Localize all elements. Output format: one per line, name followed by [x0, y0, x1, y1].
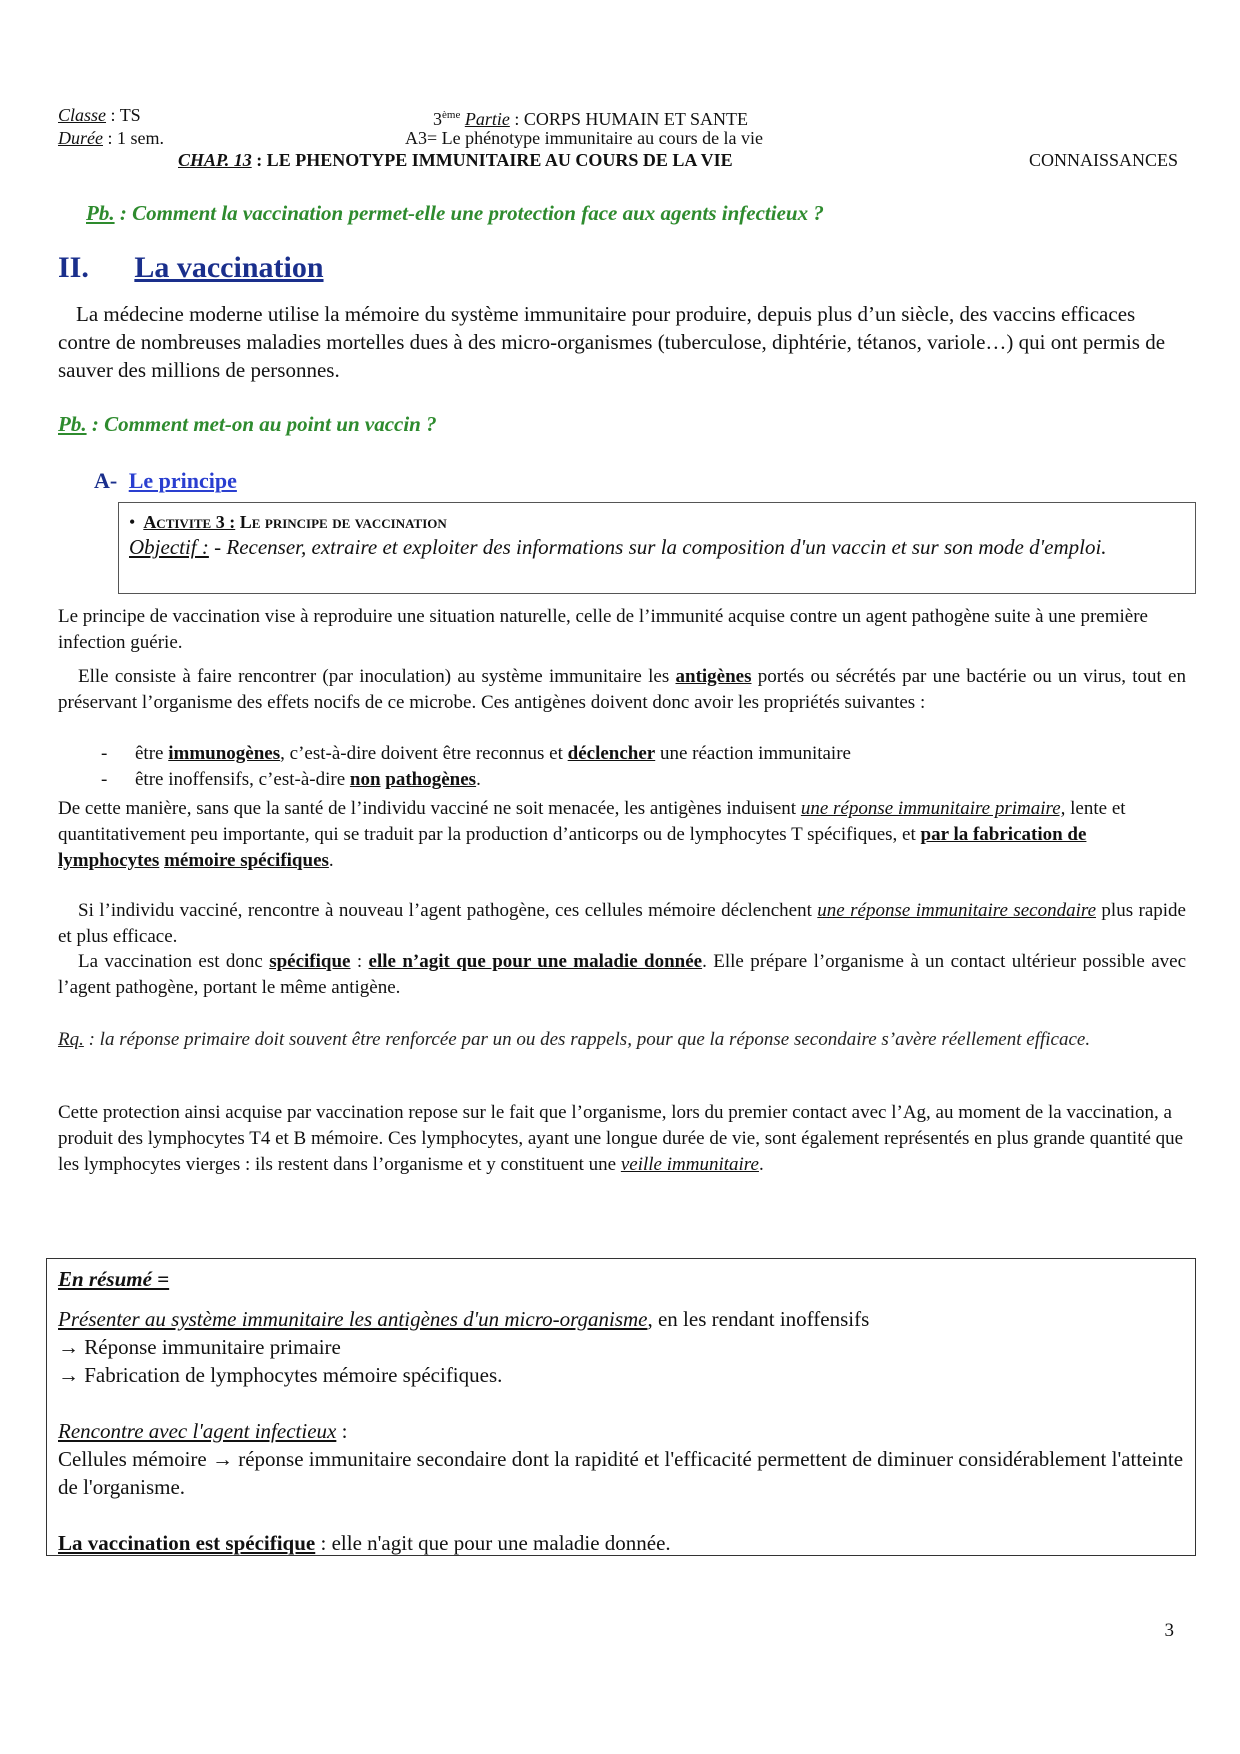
pb2-text: : Comment met-on au point un vaccin ?: [86, 412, 437, 436]
immunogenes-term: immunogènes: [168, 743, 281, 764]
activity-objective: [129, 533, 1185, 561]
subsection-heading: [94, 468, 237, 494]
summary-box: [46, 1258, 1196, 1556]
activity-title-prefix: Activite 3 :: [143, 512, 236, 532]
p2-text-b: portés ou sécrétés par une bactérie ou un virus, tout en préservant l’organisme des effets nocifs de ce microbe. Ces antigènes doivent donc avoir les propriétés suivantes :: [58, 666, 1186, 713]
p2-text-a: Elle consiste à faire rencontrer (par inoculation) au système immunitaire les: [78, 666, 676, 687]
fabrication-term: par la fabrication de lymphocytes: [58, 824, 1087, 871]
p3-text-c: .: [328, 850, 334, 871]
arrow-icon: →: [211, 1447, 233, 1471]
paragraph-1: Le principe de vaccination vise à reproduire une situation naturelle, celle de l’immunité acquise contre un agent pathogène suite à une première infection guérie.: [58, 606, 1148, 653]
duree-value: : 1 sem.: [102, 128, 164, 148]
paragraph-4: [58, 898, 1186, 950]
summary-title: En résumé =: [58, 1267, 170, 1291]
pb1-text: : Comment la vaccination permet-elle une protection face aux agents infectieux ?: [114, 201, 824, 225]
section-heading: [58, 251, 324, 285]
arrow-icon: →: [58, 1363, 79, 1387]
page-number: 3: [1164, 1620, 1174, 1641]
list-item: [58, 767, 1186, 793]
p6-text-a: Cette protection ainsi acquise par vaccination repose sur le fait que l’organisme, lors du premier contact avec l’Ag, au moment de la vaccination, a produit des lymphocytes T4 et B mémoire. Ces lymphocytes, ayant une longue durée de vie, sont également représentés en plus grande quantité que les lymphocytes vierges : ils restent dans l’organisme et y constituent une: [58, 1102, 1184, 1175]
a3-line: A3= Le phénotype immunitaire au cours de la vie: [405, 128, 764, 148]
pb2-label: Pb.: [58, 412, 87, 436]
paragraph-3: [58, 796, 1186, 874]
partie-sup: ème: [442, 109, 461, 121]
item1-c: une réaction immunitaire: [655, 743, 851, 764]
summary-l4-term: Rencontre avec l'agent infectieux: [58, 1419, 337, 1443]
arrow-icon: →: [58, 1335, 79, 1359]
objective-label: Objectif :: [129, 535, 209, 559]
p4-text-b: plus rapide et plus efficace.: [58, 900, 1186, 947]
summary-line-2: [58, 1333, 1184, 1361]
section-number: II.: [58, 251, 89, 284]
problem-1: [86, 201, 824, 226]
classe-value: : TS: [106, 105, 141, 125]
item1-a: être: [135, 743, 169, 764]
rq-label: Rq.: [58, 1029, 84, 1050]
summary-l6-rest: : elle n'agit que pour une maladie donnée.: [315, 1531, 671, 1555]
p5-text-c: . Elle prépare l’organisme à un contact ultérieur possible avec l’agent pathogène, portant le même antigène.: [58, 951, 1187, 998]
p3-text-a: De cette manière, sans que la santé de l’individu vacciné ne soit menacée, les antigènes induisent: [58, 798, 801, 819]
item2-b: .: [476, 769, 481, 790]
maladie-term: elle n’agit que pour une maladie donnée: [368, 951, 703, 972]
duree-label: Durée: [58, 128, 103, 148]
p6-text-b: .: [758, 1154, 764, 1175]
paragraph-5: [58, 949, 1186, 1001]
chap-label: CHAP. 13: [178, 150, 252, 170]
activity-box: [118, 502, 1196, 594]
summary-line-1: [58, 1305, 1184, 1333]
classe-label: Classe: [58, 105, 107, 125]
summary-line-3: [58, 1361, 1184, 1389]
summary-l3-text: Fabrication de lymphocytes mémoire spécifiques.: [79, 1363, 503, 1387]
problem-2: [58, 412, 437, 437]
chap-value: : LE PHENOTYPE IMMUNITAIRE AU COURS DE LA VIE: [251, 150, 733, 170]
connaissances-tag: CONNAISSANCES: [1028, 150, 1178, 170]
antigenes-term: antigènes: [675, 666, 752, 687]
duree-line: [58, 127, 164, 149]
specifique-term: spécifique: [269, 951, 351, 972]
paragraph-2: [58, 664, 1186, 716]
summary-line-5: [58, 1445, 1184, 1501]
subsection-title: Le principe: [128, 468, 237, 493]
paragraph-6: [58, 1100, 1186, 1178]
objective-text: - Recenser, extraire et exploiter des informations sur la composition d'un vaccin et sur son mode d'emploi.: [208, 535, 1107, 559]
summary-l5-b: réponse immunitaire secondaire dont la rapidité et l'efficacité permettent de diminuer considérablement l'atteinte de l'organisme.: [58, 1447, 1184, 1499]
secondary-response-term: une réponse immunitaire secondaire: [817, 900, 1096, 921]
summary-l6-term: La vaccination est spécifique: [58, 1531, 316, 1555]
partie-value: : CORPS HUMAIN ET SANTE: [509, 109, 749, 129]
section-title: La vaccination: [134, 251, 324, 284]
partie-num: 3: [433, 109, 442, 129]
activity-title-rest: Le principe de vaccination: [235, 512, 447, 532]
p5-text-b: :: [350, 951, 369, 972]
p3-text-b: lente et quantitativement peu importante, qui se traduit par la production d’anticorps ou de lymphocytes T spécifiques, et: [58, 798, 1126, 845]
classe-line: [58, 104, 141, 126]
intro-paragraph: La médecine moderne utilise la mémoire du système immunitaire pour produire, depuis plus d’un siècle, des vaccins efficaces contre de nombreuses maladies mortelles dues à des micro-organismes (tuberculose, diphtérie, tétanos, variole…) qui ont permis de sauver des millions de personnes.: [58, 302, 1166, 382]
activity-title: [129, 511, 1185, 533]
item1-b: , c’est-à-dire doivent être reconnus et: [280, 743, 568, 764]
remark: [58, 1027, 1186, 1053]
summary-l1-term: Présenter au système immunitaire les antigènes d'un micro-organisme: [58, 1307, 648, 1331]
summary-l5-a: Cellules mémoire: [58, 1447, 212, 1471]
properties-list: [58, 741, 1186, 793]
summary-l2-text: Réponse immunitaire primaire: [79, 1335, 341, 1359]
pb1-label: Pb.: [86, 201, 115, 225]
summary-l4-rest: :: [336, 1419, 348, 1443]
p4-text-a: Si l’individu vacciné, rencontre à nouveau l’agent pathogène, ces cellules mémoire déclenchent: [78, 900, 818, 921]
rq-text: : la réponse primaire doit souvent être renforcée par un ou des rappels, pour que la réponse secondaire s’avère réellement efficace.: [83, 1029, 1091, 1050]
non-term: non: [349, 769, 381, 790]
bullet-icon: •: [129, 512, 136, 532]
p5-text-a: La vaccination est donc: [78, 951, 270, 972]
primary-response-term: une réponse immunitaire primaire,: [800, 798, 1066, 819]
summary-line-6: [58, 1529, 1184, 1557]
list-item: [58, 741, 1186, 767]
summary-line-4: [58, 1417, 1184, 1445]
veille-term: veille immunitaire: [620, 1154, 759, 1175]
memoire-term: mémoire spécifiques: [164, 850, 329, 871]
partie-label: Partie: [464, 109, 510, 129]
pathogenes-term: pathogènes: [385, 769, 477, 790]
chapter-title: [178, 149, 733, 171]
summary-l1-rest: , en les rendant inoffensifs: [647, 1307, 870, 1331]
declencher-term: déclencher: [567, 743, 656, 764]
item2-a: être inoffensifs, c’est-à-dire: [135, 769, 350, 790]
subsection-letter: A-: [94, 468, 118, 493]
